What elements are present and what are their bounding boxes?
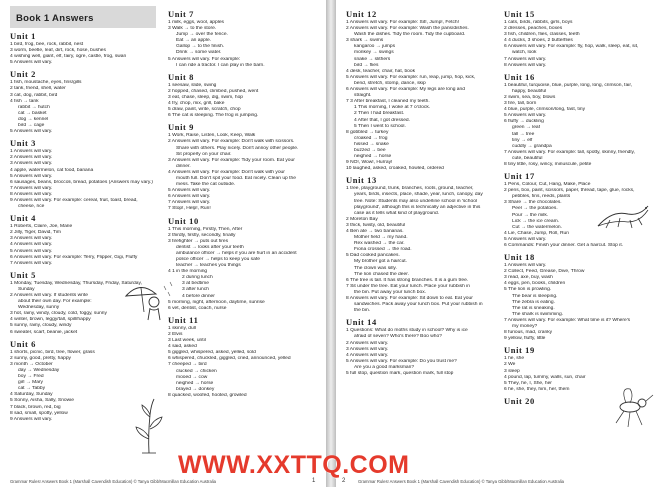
answer-line: 2 pens, box, paint, scissors, paper, thread, tape, glue, rocks, [504, 188, 635, 194]
answer-line: 3 hot, rainy, windy, cloudy, cold, foggy, sunny [10, 311, 107, 317]
right-page-footer: Grammar Rules! Answers Book 1 (Marshall Cavendish Education) © Tanya Gibb/Macmillan Education Australia [358, 479, 564, 484]
answer-line: Peel → the potatoes. [512, 206, 558, 212]
answer-line: 1 Answers will vary. [10, 149, 53, 155]
answer-line: kangaroo → jumps [354, 44, 396, 50]
right-page [336, 0, 660, 487]
answer-line: dentist → looks after your teeth [176, 244, 244, 250]
answer-line: 9 Answers will vary. For example: cereal, fruit, toast, bread, [10, 197, 138, 203]
answer-line: bird → cage [18, 123, 45, 129]
answer-line: neighed → horse [176, 380, 214, 386]
answer-line: 7 3 After breakfast, I cleaned my teeth. [346, 99, 430, 105]
answer-line: 7 black, brown, red, big [10, 404, 61, 410]
unit-heading: Unit 5 [10, 269, 37, 280]
answer-line: 4 fry, chop, mix, grill, bake [168, 101, 225, 107]
unit-heading: Unit 9 [168, 122, 195, 133]
answer-line: 3 eat, chase, sleep, dig, swim, hop [168, 94, 244, 100]
answer-line: 3 firefighter → puts out fires [168, 238, 229, 244]
answer-line: girl → Mary [18, 380, 43, 386]
answer-line: 4 4 ducks, 3 shoes, 2 butterflies [504, 38, 573, 44]
answer-unit [10, 69, 156, 135]
answer-line: 5 The lion is prowling. [504, 287, 552, 293]
answer-line: The bear is sleeping. [512, 293, 558, 299]
answer-line: 1 cats, birds, rabbits, girls, boys [504, 20, 573, 25]
answer-line: playground', although this is technically an adjective in this [354, 204, 481, 210]
answer-line: 3 month → October [10, 361, 53, 367]
answer-line: years, birds, insects, place, shade, year, lunch, canopy, day [354, 192, 483, 198]
unit-heading: Unit 7 [168, 9, 195, 19]
answer-line: 2 during lunch [182, 275, 213, 281]
answer-line: 3 Walk → to the store. [168, 26, 217, 32]
answer-line: 7 Answers will vary. [168, 200, 211, 206]
answer-line: 6 Commands: Finish your dinner. Get a haircut. Stop it. [504, 243, 624, 248]
unit-heading: Unit 17 [504, 171, 535, 182]
answer-line: 2 Elvis [168, 331, 183, 337]
answer-line: 2 thirdly, firstly, secondly, finally [168, 232, 236, 238]
book-banner-title: Book 1 Answers [16, 13, 94, 24]
answer-line: 7 Answers will vary. For example: What time is it? Where's [504, 317, 631, 323]
answer-line: 1 beautiful, turquoise, blue, purple, long, long, crimson, fair, [504, 82, 633, 88]
unit-heading: Unit 10 [168, 215, 199, 226]
answer-line: The clown was silly. [354, 265, 397, 271]
answer-line: 7 Answers will vary. [10, 260, 53, 266]
answer-line: happy, beautiful [512, 88, 547, 94]
unit-heading: Unit 8 [168, 71, 195, 82]
answer-line: 5 Answers will vary. [10, 129, 53, 135]
answer-line: 4 before dinner [182, 293, 215, 299]
left-page-footer: Grammar Rules! Answers Book 1 (Marshall Cavendish Education) © Tanya Gibb/Macmillan Education Australia [10, 479, 216, 484]
answer-line: 4 Ben ate → two bananas. [346, 229, 404, 234]
answer-line: 6 sweater, scarf, beanie, jacket [10, 329, 78, 335]
answer-line: straight. [354, 93, 372, 99]
answer-line: Sit properly on your chair. [176, 151, 232, 157]
answer-line: 4 desk, teacher, chair, hat, book [346, 68, 416, 74]
answer-line: 2 Then I had breakfast. [354, 111, 405, 117]
answer-line: day → Wednesday [18, 367, 60, 373]
answer-line: 6 Answers will vary. For example: fly, hop, walk, sleep, eat, sit, [504, 44, 639, 50]
answer-line: 2 Answers will vary. For example: Don't walk with scissors. [168, 139, 295, 145]
answer-line: monkey → swings [354, 50, 394, 56]
answer-line: watch, look [512, 50, 537, 56]
answer-line: clucked → chicken [176, 368, 217, 374]
answer-line: 4 wishing well, giant, elf, fairy, ogre, castle, frog, swan [10, 54, 127, 60]
answer-line: 6 The tree is tall. It has strong branches. It is a gum tree. [346, 277, 469, 283]
answer-line: 2 dresses, peaches, boxes [504, 26, 563, 32]
unit-heading: Unit 19 [504, 345, 535, 356]
answer-line: 4 eggs, pen, books, children [504, 281, 566, 287]
answer-line: 1 seesaw, slide, swing [168, 82, 217, 88]
answer-line: 6 sausages, beans, broccoli, bread, potatoes (Answers may vary.) [10, 179, 153, 185]
answer-line: 1 Questions: What do moths study in school? Why is ice [346, 328, 468, 334]
unit-heading: Unit 18 [504, 252, 535, 263]
answer-line: 5 Answers will vary. [10, 60, 53, 66]
answer-line: 5 morning, night, afternoon, daytime, sunrise [168, 299, 265, 305]
book-banner [10, 6, 156, 28]
unit-heading: Unit 14 [346, 317, 377, 328]
answer-line: cheese, rice [18, 204, 45, 210]
answer-line: 3 Answers will vary. For example: Tidy your room. Eat your [168, 157, 295, 163]
answer-line: 8 sad, small, spotty, yellow [10, 410, 68, 416]
answer-line: 8 Answers will vary. [504, 62, 547, 68]
answer-unit [168, 122, 314, 212]
answer-line: buzzed → bee [354, 147, 386, 153]
answer-line: 3 thick, twisty, old, beautiful [346, 222, 406, 228]
answer-line: 2 We [504, 362, 516, 368]
answer-line: 1 Answers will vary. [504, 263, 547, 269]
answer-unit [10, 213, 156, 267]
answer-line: Sunday [18, 286, 35, 292]
left-column-1 [10, 6, 156, 426]
answer-line: Rex washed → the car. [354, 241, 405, 247]
answer-line: tall → tree [512, 131, 535, 137]
answer-line: 2 Answers will vary. [346, 340, 389, 346]
answer-line: 5 Answers will vary. For example: [168, 56, 241, 62]
answer-line: 2 Collect, Feed, Grease, Dive, Throw [504, 269, 585, 275]
unit-heading: Unit 2 [10, 69, 37, 80]
answer-line: 6 whispered, chuckled, giggled, cried, announced, yelled [168, 356, 291, 362]
boy-with-umbrella-illustration [120, 278, 178, 326]
answer-unit [504, 72, 650, 168]
answer-line: bend, stretch, stomp, dance, skip [354, 80, 426, 86]
answer-line: my money? [512, 324, 538, 330]
unit-heading: Unit 4 [10, 213, 37, 224]
unit-heading: Unit 11 [168, 314, 199, 325]
answer-line: 4 After that, I got dressed. [354, 117, 411, 123]
answer-line: Fiona crossed → the road. [354, 247, 412, 253]
answer-line: 4 Answers will vary. [346, 352, 389, 358]
answer-line: 1 This morning, Firstly, Then, After [168, 226, 243, 232]
answer-line: 4 1 in the morning [168, 269, 208, 275]
answer-unit [346, 317, 492, 377]
answer-line: 5 Answers will vary. For example: run, leap, jump, hop, kick, [346, 74, 476, 80]
right-column-1 [346, 6, 492, 380]
answer-line: 6 The cat is sleeping. The frog is jumping. [168, 113, 259, 119]
answer-line: Wednesday, sunny [18, 305, 60, 311]
answer-line: 6 Answers will vary. For example: Terry, Flipper, Gigi, Fluffy [10, 254, 138, 260]
answer-line: 5 They, he, I, She, her [504, 380, 552, 386]
answer-unit [168, 216, 314, 312]
unit-heading: Unit 15 [504, 9, 535, 19]
answer-line: 4 winter, brown, leggy/tall, spill/happy [10, 317, 91, 323]
book-gutter [326, 0, 336, 487]
answer-line: 5 Answers will vary. [10, 248, 53, 254]
answer-line: 7 Stop!, Help!, Run! [168, 206, 211, 212]
answer-line: dog → kennel [18, 116, 49, 122]
unit-heading: Unit 20 [504, 395, 535, 406]
answer-line: neighed → horse [354, 154, 392, 160]
answer-line: the bin. Put away your lunch box. [354, 289, 427, 295]
unit-heading: Unit 13 [346, 175, 377, 186]
answer-line: 5 Answers will vary. [168, 188, 211, 194]
answer-line: tiny → elf [512, 137, 533, 143]
answer-line: 2 swim, sea, boy, blows [504, 94, 556, 100]
unit-heading: Unit 6 [10, 338, 37, 349]
answer-line: cat → Tabby [18, 386, 46, 392]
answer-line: 3 Share → the chocolates. [504, 200, 562, 206]
answer-line: 1 Answers will vary. For example: Sit!, Jump!, Fetch! [346, 20, 459, 25]
answer-unit [10, 31, 156, 66]
answer-line: 4 pound, lap, tummy, walls, sun, chair [504, 374, 586, 380]
unit-heading: Unit 16 [504, 71, 535, 82]
answer-line: 10 laughed, asked, croaked, howled, ordered [346, 166, 444, 172]
answer-line: 3 worm, beetle, leaf, dirt, rock, hose, bushes [10, 48, 106, 54]
answer-line: 2 Moreton Bay [346, 216, 378, 222]
answer-line: 8 gobbled → turkey [346, 129, 389, 135]
answer-line: 8 Answers will vary. [10, 191, 53, 197]
answer-line: hissed → snake [354, 141, 389, 147]
answer-line: 1 milk, eggs, wool, apples [168, 20, 224, 25]
answer-line: 1 skinny, dull [168, 325, 196, 331]
answer-line: afraid of seven? Who's there? Boo who? [354, 334, 442, 340]
answer-line: Cut → the watermelon. [512, 224, 563, 230]
answer-line: 9 yellow, fluffy, little [504, 336, 546, 342]
left-page [0, 0, 326, 487]
answer-line: boy → Fred [18, 374, 44, 380]
answer-line: cat → basket [18, 110, 47, 116]
answer-line: 3 after lunch [182, 287, 209, 293]
answer-line: case as it tells what kind of playground. [354, 210, 440, 216]
answer-unit [168, 315, 314, 399]
answer-line: 2 hopped, chased, climbed, pushed, went [168, 88, 259, 94]
answer-line: mess. Take the cat outside. [176, 182, 236, 188]
answer-line: I can ride a tractor. I can play in the barn. [176, 62, 265, 68]
answer-line: sandwiches. Pack away your lunch box. Put your rubbish in [354, 302, 483, 308]
answer-line: teacher → teaches you things [176, 263, 241, 269]
answer-line: dinner. [176, 163, 191, 169]
answer-line: rabbit → hutch [18, 104, 50, 110]
answer-line: 5 Answers will vary. [504, 113, 547, 119]
unit-heading: Unit 12 [346, 9, 377, 19]
answer-line: 3 Answers will vary. [346, 346, 389, 352]
answer-line: 7 Sit under the tree. Eat your lunch. Place your rubbish in [346, 283, 470, 289]
answer-line: 3 cat, dog, rabbit, bird [10, 92, 58, 98]
answer-line: 5 Answers will vary. [504, 236, 547, 242]
answer-line: Lick → the ice cream. [512, 218, 560, 224]
answer-line: 5 Dad cooked pancakes. [346, 253, 400, 259]
answer-line: ambulance officer → helps if you are hurt in an accident [176, 250, 297, 256]
answer-line: 8 furious, mad, cranky [504, 330, 553, 336]
answer-line: Share with others. Play nicely. Don't annoy other people. [176, 145, 299, 151]
answer-line: 4 Answers will vary. For example: Don't walk with your [168, 169, 285, 175]
answer-line: the bin. [354, 308, 371, 314]
answer-line: 4 fish → tank [10, 98, 39, 104]
lizard-illustration [594, 196, 654, 236]
answer-line: 3 shark → swims [346, 38, 384, 44]
answer-unit [10, 138, 156, 210]
answer-line: The shark is swimming. [512, 311, 564, 317]
answer-line: 3 fish, children, flies, classes, teeth [504, 32, 580, 38]
answer-line: snake → slithers [354, 56, 391, 62]
answer-line: mouth full. Don't spit your food. Eat nicely. Clean up the [176, 175, 296, 181]
answer-line: 1 fish, moustache, eyes, fins/gills [10, 80, 82, 86]
answer-line: 7 Answers will vary. [504, 56, 547, 62]
answer-line: 6 fluffy → duckling [504, 119, 544, 125]
site-watermark: WWW.XXTTQ.COM [178, 451, 410, 479]
answer-line: bird → flies [354, 62, 379, 68]
answer-line: Jump → over the fence. [176, 32, 228, 38]
answer-line: cute, beautiful [512, 155, 543, 161]
answer-line: 3 Answers will vary. [10, 236, 53, 242]
answer-line: 1 Pens, Colour, Cut, Hang, Make, Place [504, 182, 591, 188]
answer-line: Wash the dishes. Tidy the room. Tidy the cupboard. [354, 32, 466, 38]
left-page-number: 1 [312, 478, 316, 484]
answer-line: 3 sleep [504, 368, 520, 374]
answer-line: My brother got a haircut. [354, 259, 408, 265]
answer-line: Pour → the milk. [512, 212, 549, 218]
answer-line: 1 tree, playground, trunk, branches, roots, ground, teacher, [346, 186, 474, 192]
unit-heading: Unit 3 [10, 138, 37, 149]
answer-line: about their own day. For example: [18, 299, 92, 305]
answer-line: Eat → an apple. [176, 38, 212, 44]
answer-line: 1 shorts, picnic, bird, tree, flower, grass [10, 349, 95, 355]
answer-line: 1 Monday, Tuesday, Wednesday, Thursday, Friday, Saturday, [10, 280, 142, 286]
answer-line: 5 draw, paint, write, scratch, chop [168, 107, 241, 113]
answer-line: The lion chased the deer. [354, 271, 409, 277]
right-page-number: 2 [342, 478, 346, 484]
answer-line: 8 tiny little, rosy, wincy, minuscule, petite [504, 161, 592, 167]
answer-line: 8 Answers will vary. For example: Sit down to eat. Eat your [346, 296, 473, 302]
answer-line: 4 Saturday, Sunday [10, 392, 53, 398]
answer-line: 2 sunny, good, pretty, happy [10, 355, 71, 361]
answer-line: The rat is sneaking. [512, 305, 555, 311]
answer-line: 4 Answers will vary. [10, 242, 53, 248]
answer-line: 7 Answers will vary. For example: tall, spotty, skinny, friendly, [504, 149, 635, 155]
answer-line: 5 Then I went to school. [354, 123, 406, 129]
answer-line: 2 Jilly, Tiger, David, Tim [10, 230, 62, 236]
answer-unit [346, 9, 492, 172]
answer-line: 3 Answers will vary. [10, 161, 53, 167]
answer-line: 3 read, axe, buy, wash [504, 275, 553, 281]
answer-unit [168, 72, 314, 120]
answer-line: 1 Work, Raise, Listen, Look, Keep, Walk [168, 133, 256, 139]
answer-line: 6 Answers will vary. [168, 194, 211, 200]
left-column-2 [168, 6, 314, 402]
answer-line: Drink → some water. [176, 50, 222, 56]
answer-line: 7 cheeped → bird [168, 362, 207, 368]
answer-line: The zebra is eating. [512, 299, 555, 305]
answer-line: 7 Answers will vary. [10, 185, 53, 191]
answer-line: 1 bird, frog, bee, rock, rabbit, nest [10, 42, 84, 47]
answer-line: 6 vet, dentist, coach, nurse [168, 305, 227, 311]
answer-line: green → leaf [512, 125, 541, 131]
plant-illustration [132, 395, 166, 455]
mosquito-illustration [606, 383, 654, 429]
answer-line: 5 Sonny, Aisha, Sally, Snowie [10, 398, 74, 404]
answer-line: 6 Answers will vary. For example: My legs are long and [346, 87, 465, 93]
answer-line: Are you a good marksman? [354, 364, 415, 370]
answer-line: 9 Answers will vary. [10, 416, 53, 422]
answer-line: 3 Last week, until [168, 338, 206, 344]
answer-line: 4 said, asked [168, 344, 197, 350]
answer-line: 9 NO!, Wow!, Hurray! [346, 160, 393, 166]
answer-unit [346, 175, 492, 314]
answer-line: 5 full stop, question mark, question mark, full stop [346, 370, 454, 376]
answer-line: 3 at bedtime [182, 281, 209, 287]
answer-line: tree. Note: Students may also underline school in 'school [354, 198, 477, 204]
answer-line: 2 Answers will vary. [10, 155, 53, 161]
answer-line: 8 quacked, woofed, hooted, growled [168, 392, 247, 398]
answer-line: 1 This morning, I woke at 7 o'clock. [354, 105, 431, 111]
answer-line: 4 apple, watermelon, cat food, banana [10, 167, 94, 173]
answer-line: pebbles, fins, reeds, plants [512, 194, 571, 200]
answer-line: cuddly → grandpa [512, 143, 552, 149]
answer-line: 2 Answers will vary. For example: Wash the pans/dishes. [346, 26, 469, 32]
answer-line: 6 he, she, they, him, her, them [504, 386, 570, 392]
answer-line: mooed → cow [176, 374, 208, 380]
answer-line: 1 he, she [504, 356, 525, 362]
answer-unit [504, 9, 650, 69]
answer-line: 4 blue, purple, crimson/long, fast, tiny [504, 107, 586, 113]
answer-line: 4 Lie, Chase, Jump, Roll, Run [504, 230, 569, 236]
answer-line: 2 Answers will vary. If students write [10, 293, 88, 298]
answer-unit [168, 9, 314, 69]
answer-line: 3 fire, tall, born [504, 101, 537, 107]
answer-line: 5 Answers will vary. For example: Do you trust me? [346, 358, 457, 364]
answer-line: 5 Answers will vary. [10, 173, 53, 179]
answer-line: police officer → helps to keep you safe [176, 257, 260, 262]
unit-heading: Unit 1 [10, 31, 37, 41]
answer-line: brayed → donkey [176, 386, 215, 392]
answer-line: 5 giggled, whispered, asked, yelled, sold [168, 350, 256, 356]
answer-line: 5 sunny, rainy, cloudy, windy [10, 323, 72, 329]
answer-line: croaked → frog [354, 135, 388, 141]
answer-line: Gallop → to the finish. [176, 44, 225, 50]
answer-line: 1 Roberts, Claire, Joe, Marie [10, 224, 73, 230]
answer-line: 2 tank, friend, shell, water [10, 86, 66, 92]
answer-unit [504, 252, 650, 342]
answer-line: Mother held → my hand. [354, 235, 408, 241]
